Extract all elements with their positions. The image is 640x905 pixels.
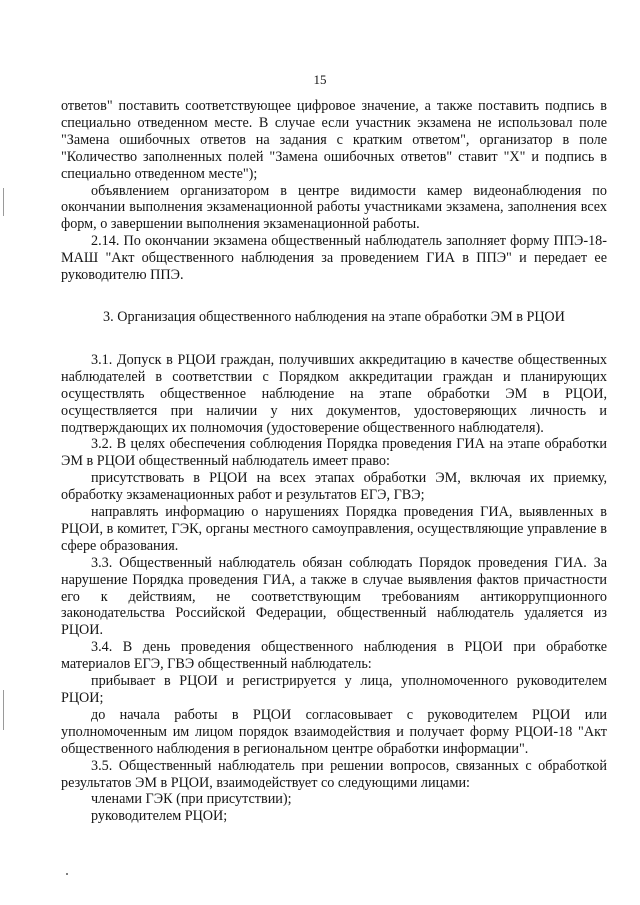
paragraph: присутствовать в РЦОИ на всех этапах обработки ЭМ, включая их приемку, обработку экзаменационных работ и результатов ЕГЭ, ГВЭ; xyxy=(61,470,607,504)
paragraph: 2.14. По окончании экзамена общественный наблюдатель заполняет форму ППЭ-18-МАШ "Акт общественного наблюдения за проведением ГИА в ППЭ" и передает ее руководителю ППЭ. xyxy=(61,233,607,284)
paragraph: 3.3. Общественный наблюдатель обязан соблюдать Порядок проведения ГИА. За нарушение Порядка проведения ГИА, а также в случае выявления фактов причастности его к действиям, не соответствующим требованиям антикоррупционного законодательства Российской Федерации, общественный наблюдатель удаляется из РЦОИ. xyxy=(61,554,607,639)
scan-speck xyxy=(66,873,68,875)
scan-edge-mark xyxy=(3,188,4,216)
section-heading: 3. Организация общественного наблюдения на этапе обработки ЭМ в РЦОИ xyxy=(103,308,565,325)
paragraph: руководителем РЦОИ; xyxy=(91,808,228,825)
paragraph: 3.2. В целях обеспечения соблюдения Порядка проведения ГИА на этапе обработки ЭМ в РЦОИ общественный наблюдатель имеет право: xyxy=(61,436,607,470)
paragraph: ответов" поставить соответствующее цифровое значение, а также поставить подпись в специально отведенном месте. В случае если участник экзамена не использовал поле "Замена ошибочных ответов на задания с кратким ответом", организатор в поле "Количество заполненных полей "Замена ошибочных ответов" ставит "X" и подпись в специально отведенном месте"); xyxy=(61,98,607,182)
paragraph: объявлением организатором в центре видимости камер видеонаблюдения по окончании выполнения экзаменационной работы участниками экзамена, заполнения всех форм, о завершении выполнения экзаменационной работы. xyxy=(61,182,607,233)
paragraph: направлять информацию о нарушениях Порядка проведения ГИА, выявленных в РЦОИ, в комитет, ГЭК, органы местного самоуправления, осуществляющие управление в сфере образования. xyxy=(61,504,607,554)
paragraph: 3.4. В день проведения общественного наблюдения в РЦОИ при обработке материалов ЕГЭ, ГВЭ общественный наблюдатель: xyxy=(61,639,607,673)
paragraph: членами ГЭК (при присутствии); xyxy=(91,791,292,808)
document-body xyxy=(61,98,607,825)
paragraph: 3.5. Общественный наблюдатель при решении вопросов, связанных с обработкой результатов ЭМ в РЦОИ, взаимодействует со следующими лицами: xyxy=(61,757,607,791)
paragraph: 3.1. Допуск в РЦОИ граждан, получивших аккредитацию в качестве общественных наблюдателей в соответствии с Порядком аккредитации граждан и планирующих осуществлять общественное наблюдение на этапе обработки ЭМ в РЦОИ, осуществляется при наличии у них документов, удостоверяющих личность и подтверждающих их полномочия (удостоверение общественного наблюдателя). xyxy=(61,351,607,436)
paragraph: прибывает в РЦОИ и регистрируется у лица, уполномоченного руководителем РЦОИ; xyxy=(61,673,607,706)
scan-edge-mark xyxy=(3,690,4,730)
paragraph: до начала работы в РЦОИ согласовывает с руководителем РЦОИ или уполномоченным им лицом порядок взаимодействия и получает форму РЦОИ-18 "Акт общественного наблюдения в региональном центре обработки информации". xyxy=(61,706,607,757)
page-number: 15 xyxy=(313,72,327,87)
